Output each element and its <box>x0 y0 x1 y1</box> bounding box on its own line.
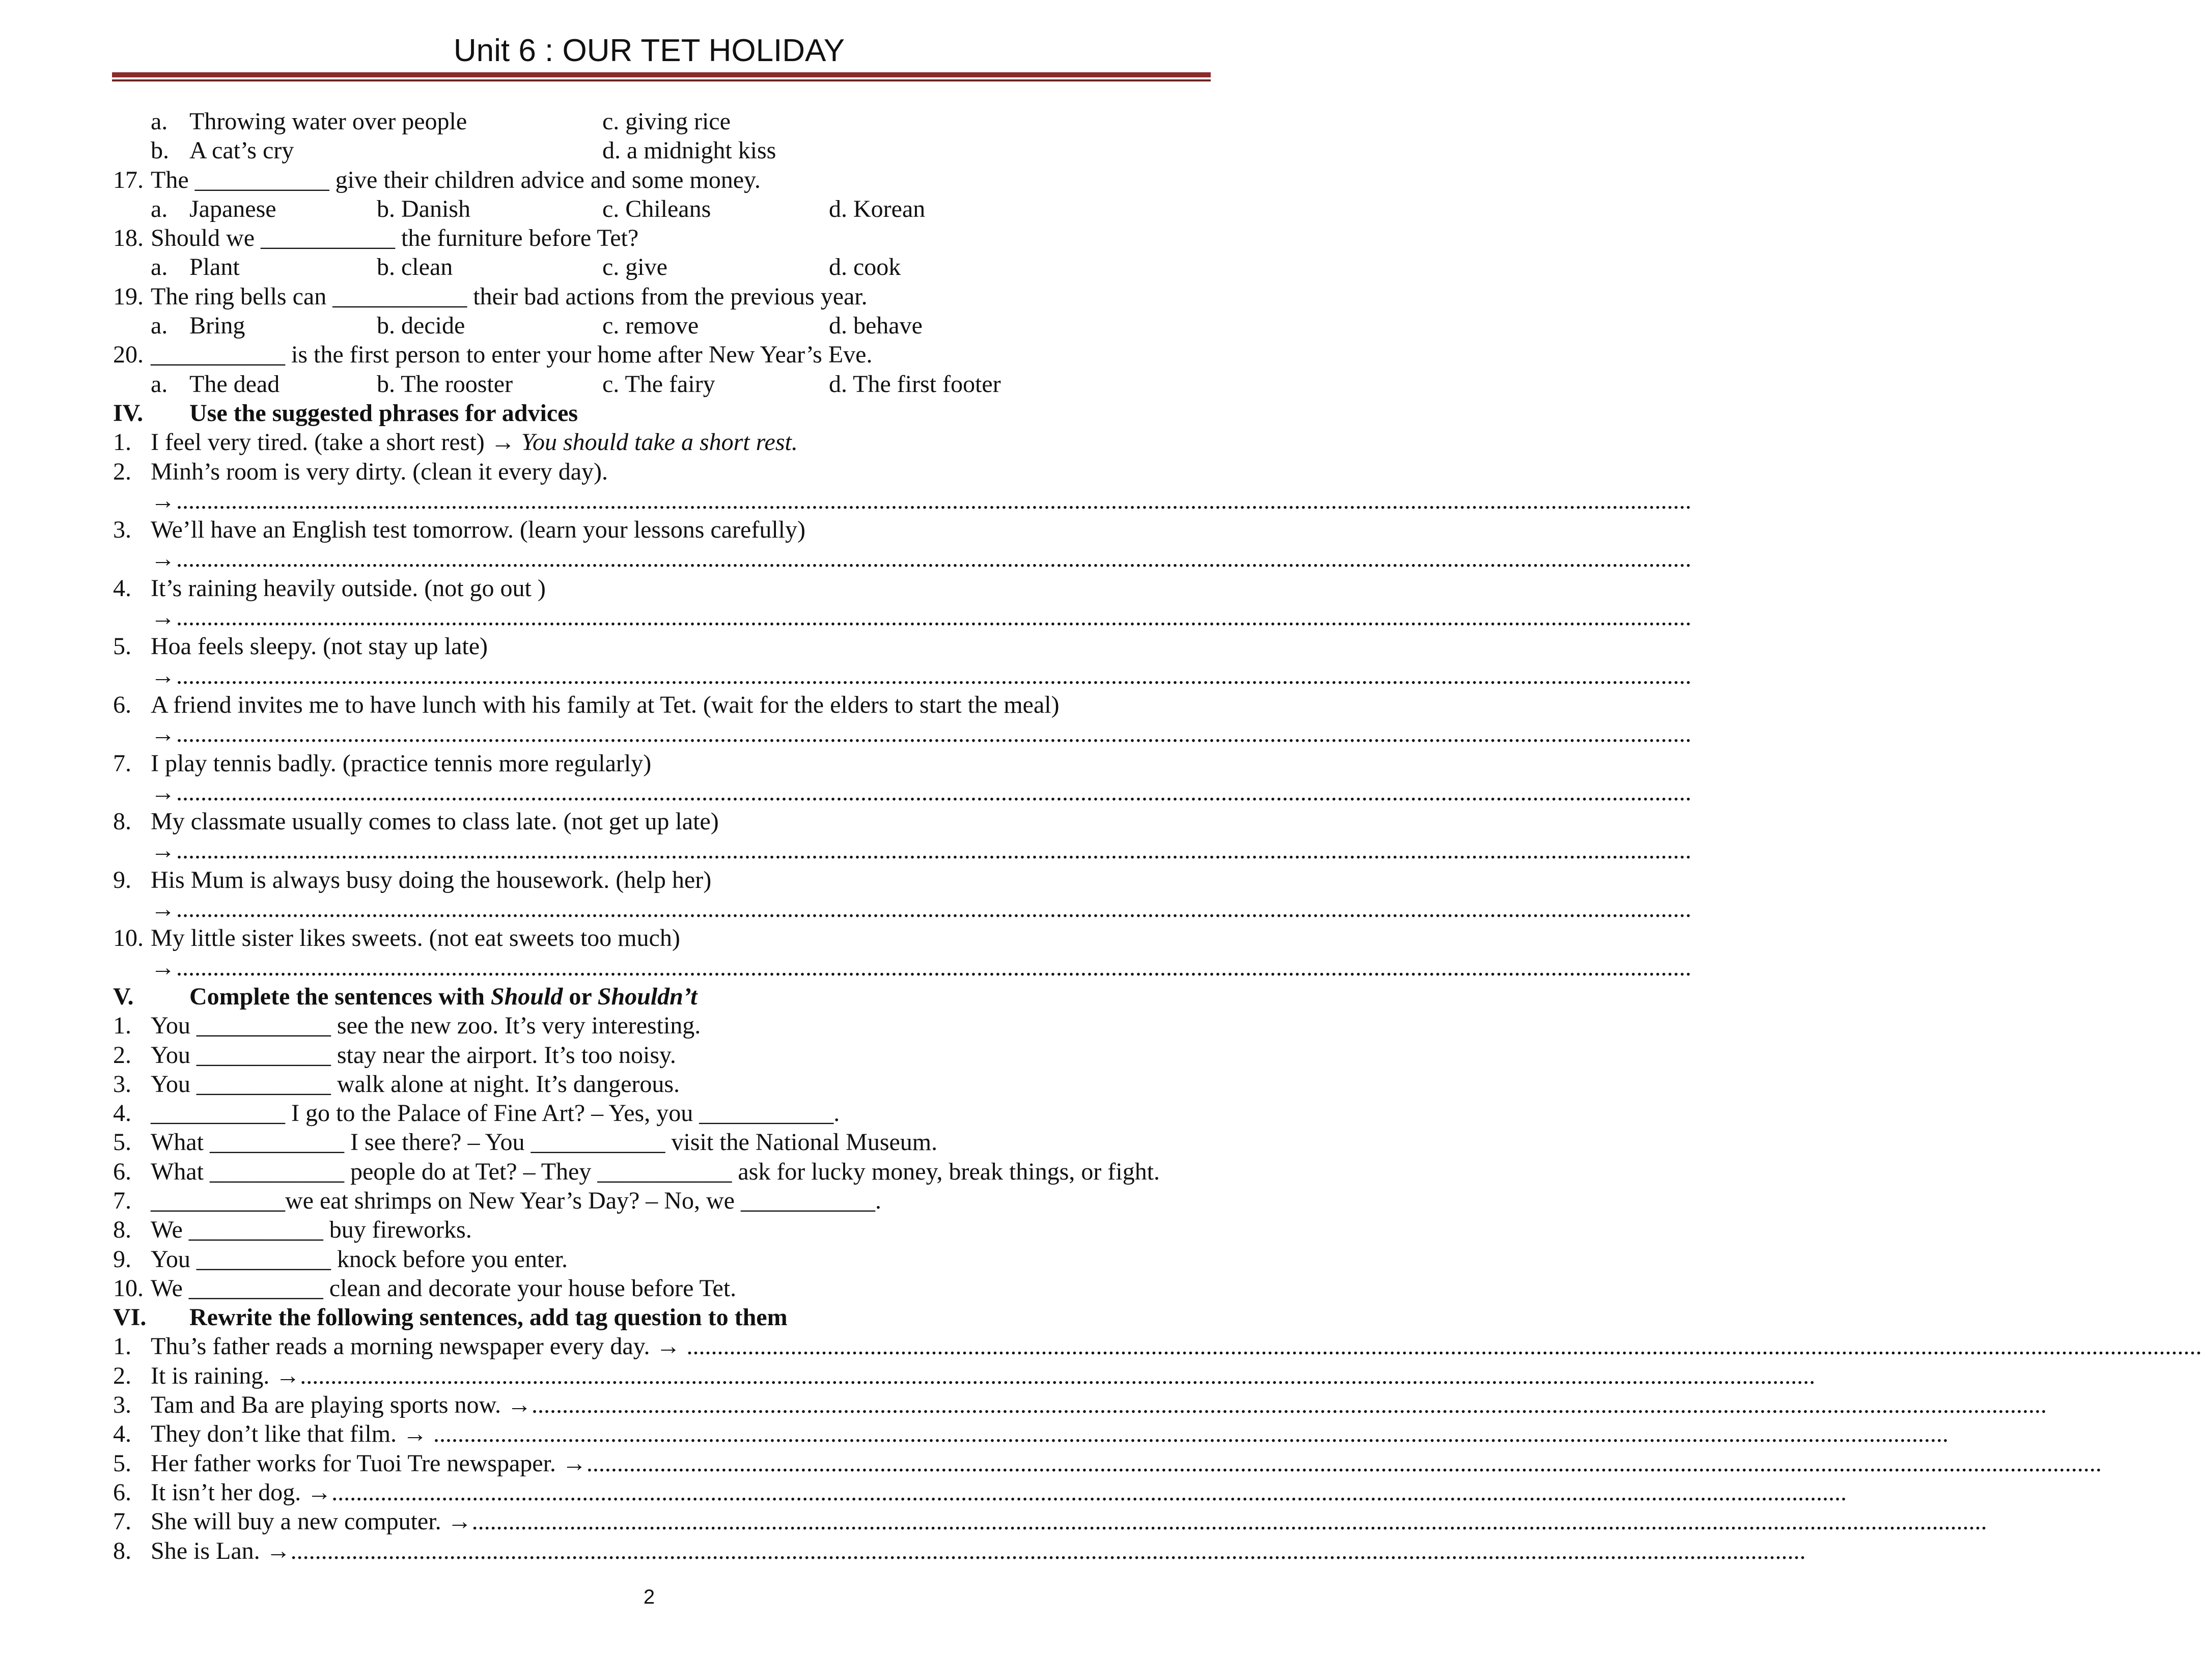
item-number: 6. <box>113 1478 131 1506</box>
section-6-heading <box>0 1303 1298 1332</box>
answer-dots: ........................................................................................................................................................................................................................................................ <box>300 1362 1816 1389</box>
section-4-items <box>0 457 1691 982</box>
option-a: Japanese <box>189 195 276 222</box>
fill-blank-item <box>0 1157 1298 1186</box>
header-rule-thin <box>112 79 1211 81</box>
rewrite-item <box>0 1536 1806 1565</box>
answer-line <box>0 894 1691 923</box>
question-options <box>0 370 1298 399</box>
option-letter: a. <box>151 370 168 398</box>
section-numeral: VI. <box>113 1304 147 1331</box>
rewrite-item <box>0 1390 2047 1419</box>
item-text: It is raining. → <box>151 1362 300 1389</box>
fill-blank-item <box>0 1041 1298 1070</box>
rewrite-item <box>0 1449 2102 1478</box>
item-number: 10. <box>113 925 144 952</box>
option-text: A cat’s cry <box>189 137 294 164</box>
item-number: 6. <box>113 1158 131 1185</box>
item-number: 1. <box>113 1333 131 1360</box>
question-options <box>0 194 1298 223</box>
exercise-item <box>0 807 1298 836</box>
option-d: d. behave <box>829 312 923 340</box>
item-text: What ___________ I see there? – You ___________ visit the National Museum. <box>151 1129 938 1156</box>
question-stem: Should we ___________ the furniture before Tet? <box>151 225 639 252</box>
option-c: c. give <box>602 254 667 281</box>
item-number: 9. <box>113 1245 131 1273</box>
answer-line <box>0 778 1691 807</box>
exercise-item <box>0 515 1298 544</box>
answer-dots: ........................................................................................................................................................................................................................................................ <box>532 1391 2047 1419</box>
question-row <box>0 282 1298 311</box>
page-title: Unit 6 : OUR TET HOLIDAY <box>453 33 845 68</box>
item-text: They don’t like that film. → <box>151 1420 434 1448</box>
item-number: 7. <box>113 1508 131 1535</box>
question-stem: The ___________ give their children advice and some money. <box>151 166 761 193</box>
item-line <box>151 1332 2202 1361</box>
exercise-item <box>0 690 1298 719</box>
section-numeral: V. <box>113 983 134 1010</box>
title-part: Complete the sentences with <box>189 983 491 1010</box>
item-number: 5. <box>113 1129 131 1156</box>
exercise-item <box>0 457 1298 486</box>
item-number: 7. <box>113 749 131 777</box>
item-text: Her father works for Tuoi Tre newspaper. → <box>151 1449 587 1477</box>
exercise-item <box>0 865 1298 894</box>
answer-line <box>0 603 1691 632</box>
item-text: You ___________ knock before you enter. <box>151 1245 568 1273</box>
item-text: My classmate usually comes to class late. (not get up late) <box>151 808 719 835</box>
section-title: Rewrite the following sentences, add tag question to them <box>189 1304 788 1331</box>
answer-line <box>0 836 1691 865</box>
item-text: It’s raining heavily outside. (not go out ) <box>151 574 546 602</box>
question-number: 19. <box>113 283 144 310</box>
fill-blank-item <box>0 1011 1298 1040</box>
question-row <box>0 165 1298 194</box>
option-c: c. The fairy <box>602 370 715 398</box>
answer-dots: ........................................................................................................................................................................................................................................................ <box>176 778 1691 806</box>
item-text: My little sister likes sweets. (not eat sweets too much) <box>151 925 680 952</box>
section-4-heading <box>0 399 1298 428</box>
answer-line <box>0 719 1691 748</box>
item-line <box>151 1361 1816 1390</box>
item-text: She will buy a new computer. → <box>151 1508 472 1535</box>
rewrite-item <box>0 1419 1949 1448</box>
answer-dots: ........................................................................................................................................................................................................................................................ <box>176 837 1691 864</box>
item-number: 3. <box>113 1070 131 1098</box>
option-letter: a. <box>151 312 168 340</box>
fill-blank-item <box>0 1128 1298 1157</box>
answer-dots: ........................................................................................................................................................................................................................................................ <box>686 1333 2202 1360</box>
item-text: We ___________ buy fireworks. <box>151 1216 472 1244</box>
item-text: You ___________ walk alone at night. It’s dangerous. <box>151 1070 680 1098</box>
section-4-example <box>0 428 1298 457</box>
option-a: Bring <box>189 312 245 340</box>
item-text: It isn’t her dog. → <box>151 1478 332 1506</box>
section-5-heading <box>0 982 1298 1011</box>
item-number: 8. <box>113 808 131 835</box>
answer-dots: ........................................................................................................................................................................................................................................................ <box>176 895 1691 923</box>
option-letter: a. <box>151 108 168 135</box>
item-text: We’ll have an English test tomorrow. (learn your lessons carefully) <box>151 516 805 544</box>
rewrite-item <box>0 1478 1847 1507</box>
section-title: Use the suggested phrases for advices <box>189 399 578 427</box>
item-number: 10. <box>113 1274 144 1302</box>
answer-dots: ........................................................................................................................................................................................................................................................ <box>176 954 1691 981</box>
example-sentence <box>151 428 798 457</box>
rewrite-item <box>0 1361 1816 1390</box>
title-part: or <box>563 983 598 1010</box>
exercise-item <box>0 923 1298 953</box>
answer-line <box>0 486 1691 515</box>
example-prompt: I feel very tired. (take a short rest) → <box>151 429 515 456</box>
answer-dots: ........................................................................................................................................................................................................................................................ <box>290 1537 1806 1564</box>
answer-line <box>0 661 1691 690</box>
item-number: 8. <box>113 1537 131 1564</box>
item-number: 4. <box>113 1420 131 1448</box>
option-c: c. Chileans <box>602 195 711 222</box>
item-number: 5. <box>113 1449 131 1477</box>
option-b: b. The rooster <box>377 370 513 398</box>
fill-blank-item <box>0 1274 1298 1303</box>
arrow-icon: → <box>151 662 175 689</box>
option-d: d. cook <box>829 254 901 281</box>
item-line <box>151 1478 1847 1507</box>
question-row <box>0 340 1298 369</box>
question-stem: The ring bells can ___________ their bad actions from the previous year. <box>151 283 868 310</box>
arrow-icon: → <box>151 487 175 514</box>
item-line <box>151 1390 2047 1419</box>
item-text: I play tennis badly. (practice tennis more regularly) <box>151 749 652 777</box>
arrow-icon: → <box>151 954 175 981</box>
item-number: 5. <box>113 633 131 660</box>
item-number: 8. <box>113 1216 131 1244</box>
arrow-icon: → <box>151 545 175 573</box>
item-number: 2. <box>113 458 131 485</box>
answer-line <box>0 544 1691 573</box>
answer-dots: ........................................................................................................................................................................................................................................................ <box>176 545 1691 573</box>
option-b: b. decide <box>377 312 465 340</box>
section-title <box>189 982 697 1011</box>
arrow-icon: → <box>151 778 175 806</box>
option-letter: b. <box>151 137 169 164</box>
q16-option-row-2 <box>0 136 1298 165</box>
item-text: You ___________ see the new zoo. It’s very interesting. <box>151 1012 701 1040</box>
item-line <box>151 1419 1949 1448</box>
option-text: c. giving rice <box>602 108 731 135</box>
item-text: Hoa feels sleepy. (not stay up late) <box>151 633 488 660</box>
option-b: b. Danish <box>377 195 470 222</box>
item-text: We ___________ clean and decorate your house before Tet. <box>151 1274 737 1302</box>
item-text: His Mum is always busy doing the housework. (help her) <box>151 866 712 893</box>
option-c: c. remove <box>602 312 699 340</box>
arrow-icon: → <box>151 604 175 631</box>
answer-dots: ........................................................................................................................................................................................................................................................ <box>433 1420 1949 1448</box>
item-text: ___________we eat shrimps on New Year’s Day? – No, we ___________. <box>151 1187 881 1214</box>
item-number: 7. <box>113 1187 131 1214</box>
item-number: 1. <box>113 429 131 456</box>
question-number: 18. <box>113 225 144 252</box>
answer-dots: ........................................................................................................................................................................................................................................................ <box>176 604 1691 631</box>
item-text: What ___________ people do at Tet? – They ___________ ask for lucky money, break things, or fight. <box>151 1158 1160 1185</box>
question-stem: ___________ is the first person to enter your home after New Year’s Eve. <box>151 341 873 369</box>
item-number: 4. <box>113 574 131 602</box>
option-letter: a. <box>151 254 168 281</box>
option-d: d. The first footer <box>829 370 1001 398</box>
option-text: d. a midnight kiss <box>602 137 776 164</box>
exercise-item <box>0 632 1298 661</box>
example-answer: You should take a short rest. <box>521 429 798 456</box>
question-row <box>0 223 1298 253</box>
option-letter: a. <box>151 195 168 222</box>
exercise-item <box>0 574 1298 603</box>
page-number: 2 <box>643 1586 655 1608</box>
item-text: Thu’s father reads a morning newspaper every day. → <box>151 1333 687 1360</box>
option-a: The dead <box>189 370 280 398</box>
answer-dots: ........................................................................................................................................................................................................................................................ <box>176 487 1691 514</box>
question-number: 20. <box>113 341 144 369</box>
answer-dots: ........................................................................................................................................................................................................................................................ <box>176 662 1691 689</box>
section-numeral: IV. <box>113 399 144 427</box>
rewrite-item <box>0 1332 2202 1361</box>
item-line <box>151 1536 1806 1565</box>
answer-dots: ........................................................................................................................................................................................................................................................ <box>176 720 1691 748</box>
fill-blank-item <box>0 1245 1298 1274</box>
item-number: 6. <box>113 691 131 718</box>
answer-dots: ........................................................................................................................................................................................................................................................ <box>331 1478 1847 1506</box>
fill-blank-item <box>0 1099 1298 1128</box>
item-text: She is Lan. → <box>151 1537 291 1564</box>
item-number: 4. <box>113 1100 131 1127</box>
item-line <box>151 1449 2102 1478</box>
title-should: Should <box>490 983 563 1010</box>
arrow-icon: → <box>151 720 175 748</box>
answer-dots: ........................................................................................................................................................................................................................................................ <box>471 1508 1987 1535</box>
item-text: A friend invites me to have lunch with his family at Tet. (wait for the elders to start the meal) <box>151 691 1060 718</box>
item-line <box>151 1507 1987 1536</box>
q16-option-row-1 <box>0 107 1298 136</box>
item-text: Minh’s room is very dirty. (clean it every day). <box>151 458 608 485</box>
title-shouldnt: Shouldn’t <box>597 983 698 1010</box>
section-6-items <box>0 1332 2202 1565</box>
header-rule-thick <box>112 72 1211 77</box>
item-number: 3. <box>113 1391 131 1419</box>
rewrite-item <box>0 1507 1987 1536</box>
answer-dots: ........................................................................................................................................................................................................................................................ <box>586 1449 2102 1477</box>
question-number: 17. <box>113 166 144 193</box>
item-number: 2. <box>113 1362 131 1389</box>
item-text: ___________ I go to the Palace of Fine Art? – Yes, you ___________. <box>151 1100 840 1127</box>
fill-blank-item <box>0 1215 1298 1244</box>
question-options <box>0 253 1298 282</box>
item-text: You ___________ stay near the airport. It’s too noisy. <box>151 1041 676 1069</box>
item-number: 2. <box>113 1041 131 1069</box>
section-5-items <box>0 1011 1298 1303</box>
item-number: 1. <box>113 1012 131 1040</box>
fill-blank-item <box>0 1070 1298 1099</box>
option-d: d. Korean <box>829 195 926 222</box>
arrow-icon: → <box>151 895 175 923</box>
multiple-choice-questions <box>0 165 1298 399</box>
item-text: Tam and Ba are playing sports now. → <box>151 1391 532 1419</box>
option-b: b. clean <box>377 254 453 281</box>
fill-blank-item <box>0 1186 1298 1215</box>
item-number: 9. <box>113 866 131 893</box>
arrow-icon: → <box>151 837 175 864</box>
worksheet-content <box>0 107 2202 1565</box>
item-number: 3. <box>113 516 131 544</box>
option-a: Plant <box>189 254 240 281</box>
question-options <box>0 311 1298 340</box>
option-text: Throwing water over people <box>189 108 467 135</box>
answer-line <box>0 953 1691 982</box>
exercise-item <box>0 749 1298 778</box>
